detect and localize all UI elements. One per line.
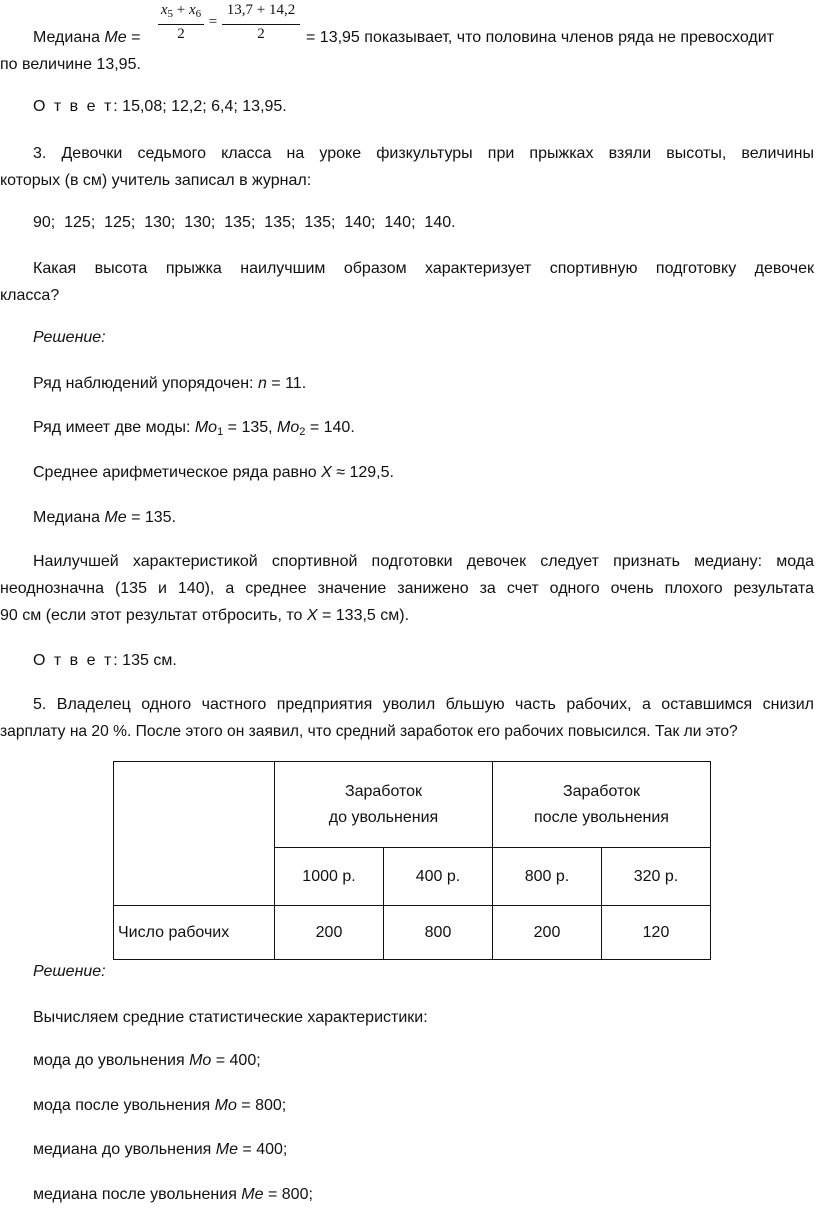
median-text-line2: по величине 13,95. <box>0 56 141 73</box>
fraction-denominator-1: 2 <box>177 26 185 42</box>
empty-header-cell <box>114 762 275 906</box>
median-text-start: Медиана Me = <box>33 29 141 46</box>
me-symbol: Me <box>104 29 127 46</box>
count-cell: 200 <box>275 906 384 960</box>
fraction-denominator-2: 2 <box>257 26 265 42</box>
salary-cell: 400 р. <box>384 848 493 906</box>
stat-line: медиана до увольнения Me = 400; <box>33 1141 288 1158</box>
plus-sign: + <box>176 2 186 18</box>
fraction-numerator-2: 13,7 + 14,2 <box>226 2 296 18</box>
count-cell: 200 <box>493 906 602 960</box>
task3-line2: которых (в см) учитель записал в журнал: <box>0 172 312 189</box>
header-before: Заработок до увольнения <box>275 762 493 848</box>
task5-line2: зарплату на 20 %. После этого он заявил, что средний заработок его рабочих повысился. Так ли это? <box>0 723 738 740</box>
salary-cell: 1000 р. <box>275 848 384 906</box>
fraction-bar-2 <box>222 24 300 25</box>
mean-line: Среднее арифметическое ряда равно X ≈ 129,5. <box>33 464 394 481</box>
jump-series: 90; 125; 125; 130; 130; 135; 135; 135; 140; 140; 140. <box>33 214 456 231</box>
fraction-bar-1 <box>158 24 204 25</box>
compute-line: Вычисляем средние статистические характеристики: <box>33 1009 428 1026</box>
sub-5: 5 <box>167 8 174 20</box>
median-text-rest: = 13,95 показывает, что половина членов ряда не превосходит <box>306 29 774 46</box>
sub-6: 6 <box>195 8 202 20</box>
question-line1: Какая высота прыжка наилучшим образом характеризует спортивную подготовку девочек <box>33 260 814 277</box>
var-x6: x <box>188 2 196 18</box>
task5-line1: 5. Владелец одного частного предприятия уволил бльшую часть рабочих, а оставшимся снизил <box>33 696 814 713</box>
stat-line: медиана после увольнения Me = 800; <box>33 1186 313 1203</box>
row-label-workers: Число рабочих <box>114 906 275 960</box>
solution-label: Решение: <box>33 329 106 346</box>
stat-line: мода до увольнения Mo = 400; <box>33 1052 261 1069</box>
salary-cell: 320 р. <box>602 848 711 906</box>
solution2-label: Решение: <box>33 963 106 980</box>
equals-sign: = <box>208 14 218 30</box>
fraction-numerator-1 <box>158 2 204 19</box>
count-cell: 120 <box>602 906 711 960</box>
question-line2: класса? <box>0 287 60 304</box>
modes-line: Ряд имеет две моды: $Mo_1 = 135$, $Mo_2 = 140$. <box>33 419 355 438</box>
task3-line1: 3. Девочки седьмого класса на уроке физкультуры при прыжках взяли высоты, величины <box>33 145 814 162</box>
var-x5: x <box>160 2 168 18</box>
conclusion-line1: Наилучшей характеристикой спортивной подготовки девочек следует признать медиану: мода <box>33 553 814 570</box>
stat-line: мода после увольнения Mo = 800; <box>33 1097 287 1114</box>
ordered-line: Ряд наблюдений упорядочен: n = 11. <box>33 375 307 392</box>
count-cell: 800 <box>384 906 493 960</box>
answer-1: О т в е т: 15,08; 12,2; 6,4; 13,95. <box>33 98 287 115</box>
conclusion-line2: неоднозначна (135 и 140), а среднее значение занижено за счет одного очень плохого результата <box>0 580 814 597</box>
answer-2: О т в е т: 135 см. <box>33 652 177 669</box>
salary-cell: 800 р. <box>493 848 602 906</box>
median-line: Медиана Me = 135. <box>33 509 177 526</box>
conclusion-line3: 90 см (если этот результат отбросить, то X = 133,5 см). <box>0 607 410 624</box>
salary-table <box>113 761 711 960</box>
header-after: Заработок после увольнения <box>493 762 711 848</box>
